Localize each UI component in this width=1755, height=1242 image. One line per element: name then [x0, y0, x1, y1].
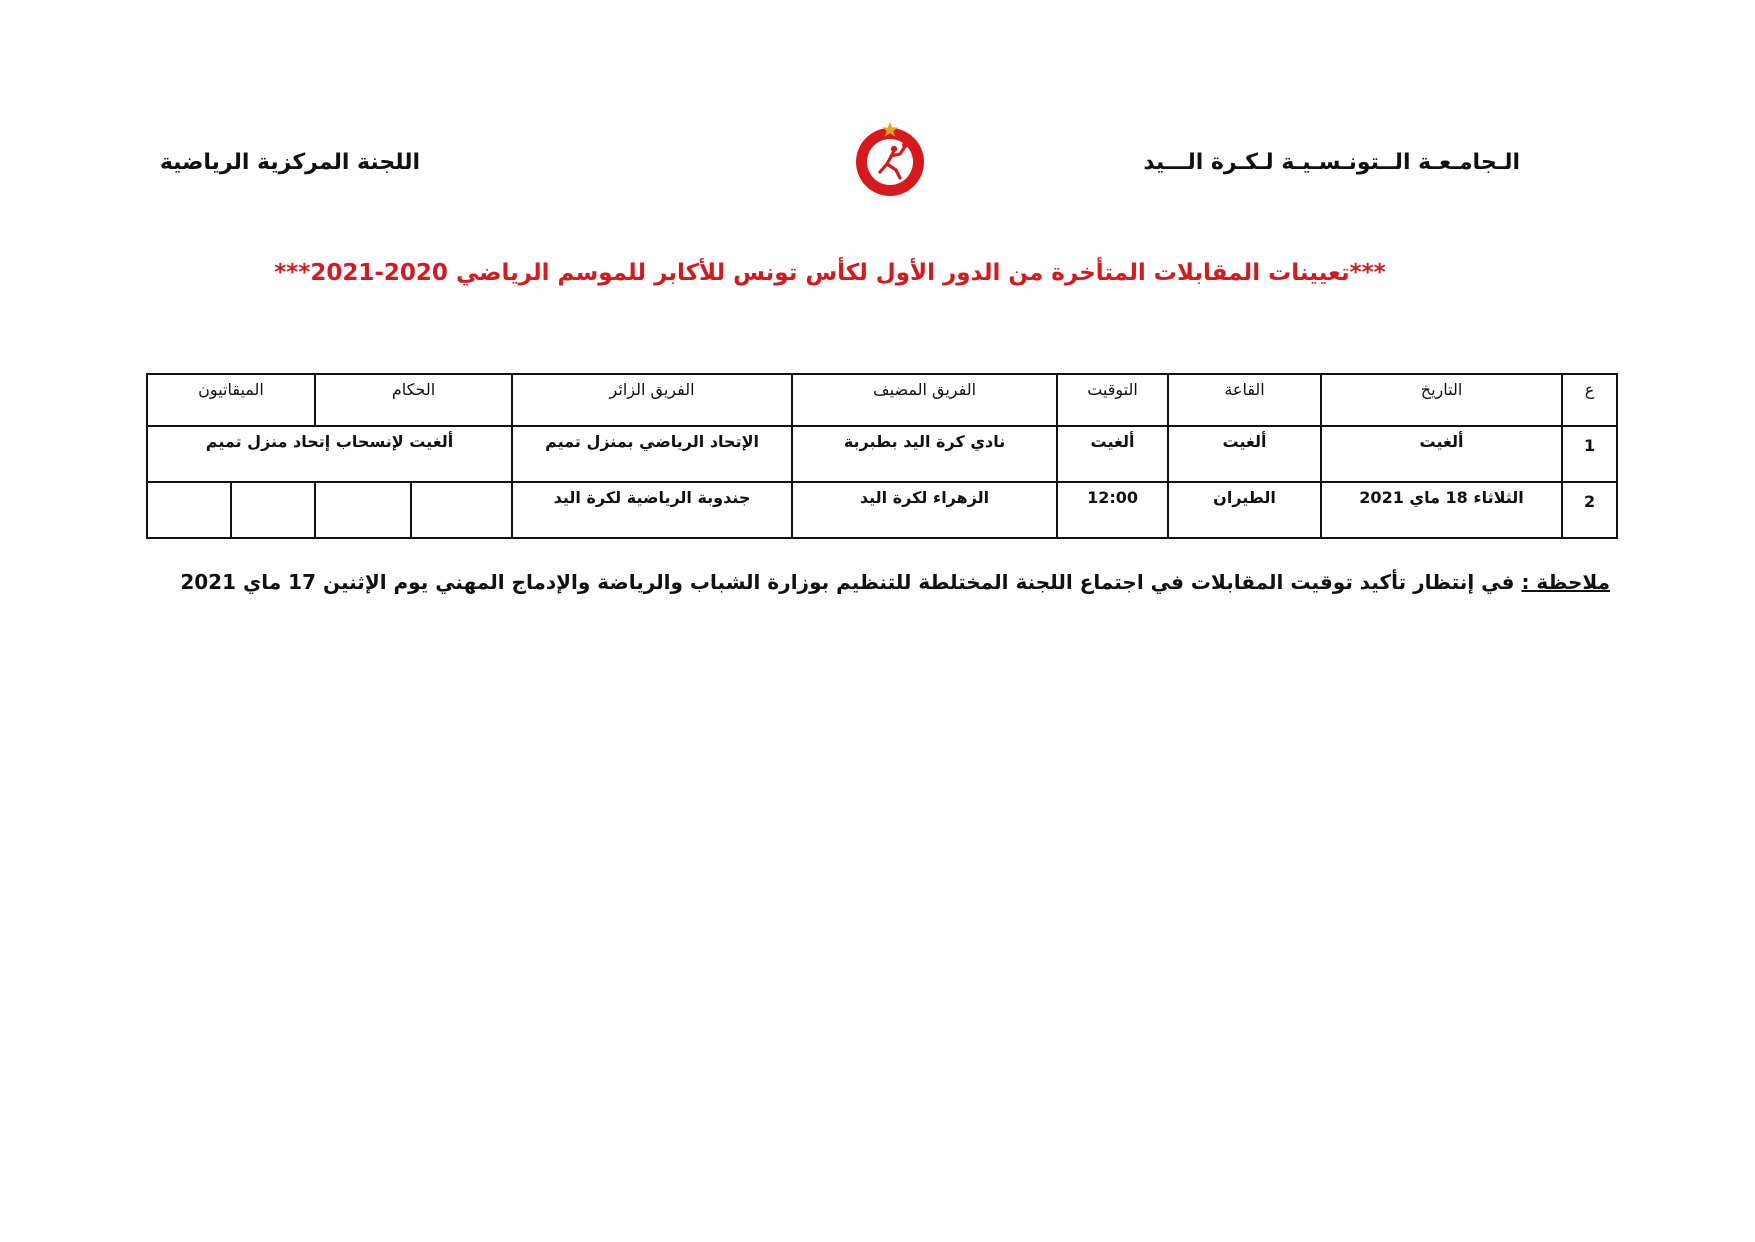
row-referee-1 [411, 482, 512, 538]
row-hall: ألغيت [1168, 426, 1321, 482]
row-timekeeper-2 [147, 482, 231, 538]
footnote-label: ملاحظة : [1521, 570, 1610, 594]
row-timekeeper-1 [231, 482, 315, 538]
header-hall: القاعة [1168, 374, 1321, 426]
footnote [180, 570, 1610, 594]
row-number: 1 [1562, 426, 1617, 482]
header-date: التاريخ [1321, 374, 1562, 426]
federation-name: الـجامـعـة الــتونـسـيـة لـكـرة الـــيد [1143, 150, 1520, 175]
table-row [147, 482, 1617, 538]
row-time: 12:00 [1057, 482, 1168, 538]
header-home-team: الفريق المضيف [792, 374, 1057, 426]
row-date: الثلاثاء 18 ماي 2021 [1321, 482, 1562, 538]
row-time: ألغيت [1057, 426, 1168, 482]
row-referee-2 [315, 482, 411, 538]
row-away-team: جندوبة الرياضية لكرة اليد [512, 482, 792, 538]
row-home-team: نادي كرة اليد بطبربة [792, 426, 1057, 482]
row-cancellation-note: ألغيت لإنسحاب إتحاد منزل تميم [147, 426, 512, 482]
header-timekeepers: الميقاتيون [147, 374, 315, 426]
row-away-team: الإتحاد الرياضي بمنزل تميم [512, 426, 792, 482]
header-away-team: الفريق الزائر [512, 374, 792, 426]
header-referees: الحكام [315, 374, 512, 426]
logo-ball [902, 142, 908, 148]
footnote-text: في إنتظار تأكيد توقيت المقابلات في اجتماع اللجنة المختلطة للتنظيم بوزارة الشباب والرياضة والإدماج المهني يوم الإثنين 17 ماي 2021 [180, 570, 1522, 594]
schedule-table [146, 373, 1618, 539]
handball-federation-logo [850, 120, 930, 200]
row-hall: الطيران [1168, 482, 1321, 538]
logo-player-head [891, 146, 897, 152]
committee-name: اللجنة المركزية الرياضية [159, 150, 420, 175]
header-time: التوقيت [1057, 374, 1168, 426]
header-number: ع [1562, 374, 1617, 426]
row-home-team: الزهراء لكرة اليد [792, 482, 1057, 538]
row-date: ألغيت [1321, 426, 1562, 482]
table-row [147, 426, 1617, 482]
page-title: ***تعيينات المقابلات المتأخرة من الدور الأول لكأس تونس للأكابر للموسم الرياضي 2020-2021*** [274, 260, 1386, 286]
row-number: 2 [1562, 482, 1617, 538]
table-header-row [147, 374, 1617, 426]
